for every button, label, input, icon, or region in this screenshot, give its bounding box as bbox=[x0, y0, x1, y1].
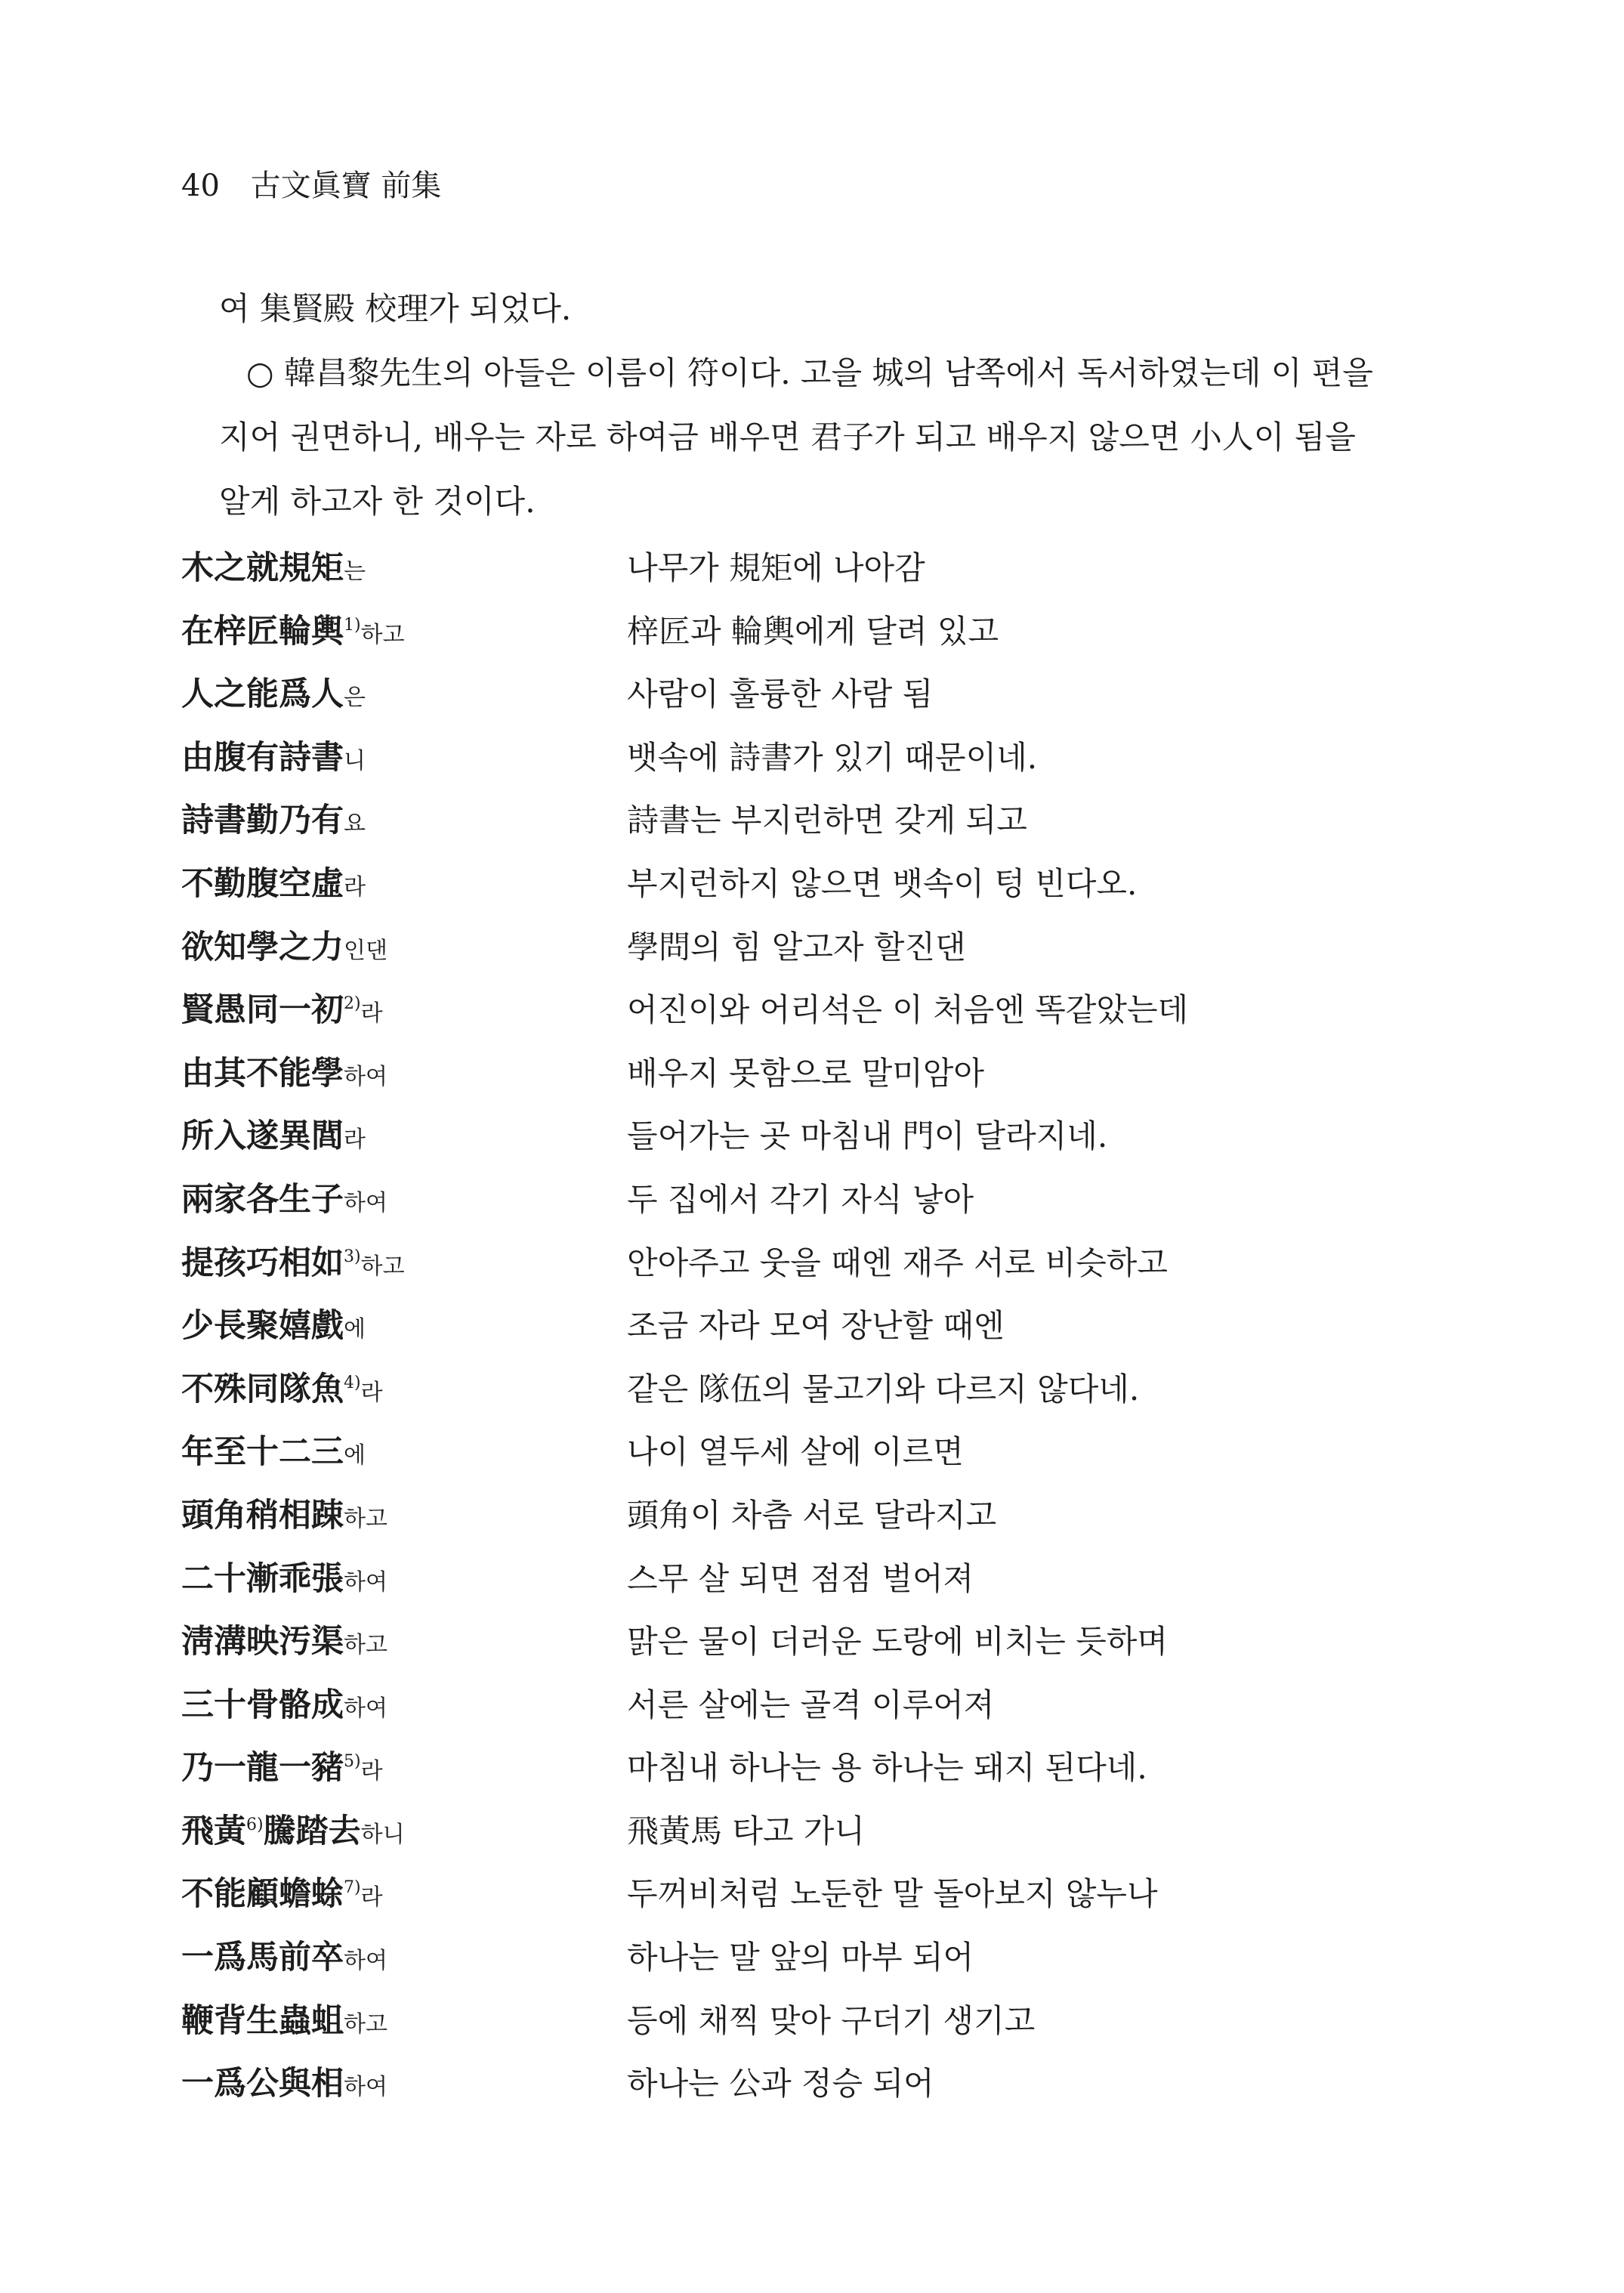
verse-text: 詩書勤乃有 bbox=[181, 802, 344, 840]
original-verse bbox=[181, 1681, 387, 1733]
original-verse bbox=[181, 1239, 405, 1291]
poem-line bbox=[181, 1807, 1465, 1871]
translation-verse: 梓匠과 輪輿에게 달려 있고 bbox=[627, 612, 999, 650]
grammatical-particle: 라 bbox=[360, 1884, 383, 1911]
verse-text: 在梓匠輪輿 bbox=[181, 612, 344, 651]
original-verse bbox=[181, 1428, 366, 1480]
verse-text: 賢愚同一初 bbox=[181, 991, 344, 1030]
poem-line bbox=[181, 670, 1465, 734]
poem-line bbox=[181, 1744, 1465, 1807]
translation-verse: 맑은 물이 더러운 도랑에 비치는 듯하며 bbox=[627, 1623, 1168, 1661]
translation-verse: 學問의 힘 알고자 할진댄 bbox=[627, 928, 966, 966]
grammatical-particle: 하여 bbox=[344, 1948, 387, 1975]
grammatical-particle: 라 bbox=[344, 873, 366, 901]
translation-verse: 뱃속에 詩書가 있기 때문이네. bbox=[627, 738, 1038, 776]
poem-line bbox=[181, 1491, 1465, 1555]
poem-line bbox=[181, 1428, 1465, 1491]
poem-line bbox=[181, 1870, 1465, 1933]
grammatical-particle: 하고 bbox=[344, 1632, 387, 1659]
translation-verse: 사람이 훌륭한 사람 됨 bbox=[627, 675, 934, 713]
original-verse bbox=[181, 670, 366, 722]
footnote-marker: 3) bbox=[344, 1247, 361, 1266]
grammatical-particle: 에 bbox=[344, 1316, 366, 1343]
translation-verse: 조금 자라 모여 장난할 때엔 bbox=[627, 1307, 1005, 1345]
poem-line bbox=[181, 544, 1465, 607]
translation-verse: 안아주고 웃을 때엔 재주 서로 비슷하고 bbox=[627, 1244, 1168, 1281]
original-verse bbox=[181, 1302, 366, 1354]
footnote-marker: 4) bbox=[344, 1373, 361, 1392]
grammatical-particle: 하고 bbox=[360, 1253, 405, 1280]
translation-verse: 飛黃馬 타고 가니 bbox=[627, 1812, 865, 1850]
footnote-marker: 2) bbox=[344, 994, 361, 1014]
poem-line bbox=[181, 1618, 1465, 1681]
footnote-marker: 5) bbox=[344, 1752, 361, 1772]
book-title: 古文眞寶 前集 bbox=[250, 168, 442, 203]
original-verse bbox=[181, 1176, 387, 1228]
translation-verse: 하나는 公과 정승 되어 bbox=[627, 2065, 934, 2103]
poem-line bbox=[181, 734, 1465, 797]
verse-text: 不能顧蟾蜍 bbox=[181, 1875, 344, 1914]
verse-text: 由腹有詩書 bbox=[181, 738, 344, 777]
original-verse bbox=[181, 2060, 387, 2112]
original-verse bbox=[181, 734, 366, 786]
poem-line bbox=[181, 1681, 1465, 1744]
original-verse bbox=[181, 1997, 387, 2049]
original-verse bbox=[181, 1807, 405, 1859]
original-verse bbox=[181, 1491, 387, 1544]
grammatical-particle: 에 bbox=[344, 1442, 366, 1469]
grammatical-particle: 라 bbox=[360, 1758, 383, 1785]
grammatical-particle: 하고 bbox=[344, 1505, 387, 1532]
verse-text: 所入遂異閭 bbox=[181, 1117, 344, 1156]
translation-verse: 나이 열두세 살에 이르면 bbox=[627, 1433, 964, 1471]
footnote-marker: 1) bbox=[344, 615, 361, 635]
original-verse bbox=[181, 1365, 383, 1417]
original-verse bbox=[181, 1618, 387, 1670]
translation-verse: 頭角이 차츰 서로 달라지고 bbox=[627, 1496, 997, 1534]
verse-text: 提孩巧相如 bbox=[181, 1244, 344, 1282]
grammatical-particle: 라 bbox=[344, 1126, 366, 1154]
translation-verse: 같은 隊伍의 물고기와 다르지 않다네. bbox=[627, 1370, 1140, 1408]
poem-line bbox=[181, 986, 1465, 1049]
translation-verse: 부지런하지 않으면 뱃속이 텅 빈다오. bbox=[627, 864, 1138, 902]
verse-text: 乃一龍一豬 bbox=[181, 1749, 344, 1788]
verse-text: 鞭背生蟲蛆 bbox=[181, 2001, 344, 2040]
translation-verse: 마침내 하나는 용 하나는 돼지 된다네. bbox=[627, 1749, 1147, 1787]
poem-line bbox=[181, 860, 1465, 923]
translation-verse: 두 집에서 각기 자식 낳아 bbox=[627, 1180, 974, 1218]
poem-line bbox=[181, 796, 1465, 860]
translation-verse: 등에 채찍 맞아 구더기 생기고 bbox=[627, 2001, 1036, 2039]
poem-line bbox=[181, 1112, 1465, 1176]
original-verse bbox=[181, 544, 366, 596]
footnote-marker: 7) bbox=[344, 1878, 361, 1898]
original-verse bbox=[181, 860, 366, 912]
intro-line: ○ 韓昌黎先生의 아들은 이름이 符이다. 고을 城의 남쪽에서 독서하였는데 이 편을 bbox=[246, 354, 1373, 391]
verse-text: 年至十二三 bbox=[181, 1433, 344, 1472]
verse-text: 兩家各生子 bbox=[181, 1180, 344, 1219]
poem-line bbox=[181, 1176, 1465, 1239]
verse-text: 一爲公與相 bbox=[181, 2065, 344, 2103]
original-verse bbox=[181, 986, 383, 1038]
original-verse bbox=[181, 607, 405, 660]
verse-text: 欲知學之力 bbox=[181, 928, 344, 966]
grammatical-particle: 하여 bbox=[344, 2074, 387, 2101]
grammatical-particle: 라 bbox=[360, 1379, 383, 1406]
verse-text: 二十漸乖張 bbox=[181, 1559, 344, 1598]
footnote-marker: 6) bbox=[246, 1815, 264, 1834]
poem-line bbox=[181, 1302, 1465, 1365]
grammatical-particle: 인댄 bbox=[344, 937, 387, 964]
poem-line bbox=[181, 923, 1465, 987]
intro-commentary bbox=[219, 277, 1428, 533]
verse-text: 不殊同隊魚 bbox=[181, 1370, 344, 1408]
poem-line bbox=[181, 2060, 1465, 2123]
grammatical-particle: 하여 bbox=[344, 1063, 387, 1090]
translation-verse: 하나는 말 앞의 마부 되어 bbox=[627, 1939, 974, 1976]
grammatical-particle: 라 bbox=[360, 1000, 383, 1028]
translation-verse: 나무가 規矩에 나아감 bbox=[627, 549, 925, 586]
original-verse bbox=[181, 1870, 383, 1922]
verse-text: 不勤腹空虛 bbox=[181, 864, 344, 903]
grammatical-particle: 하여 bbox=[344, 1189, 387, 1216]
original-verse bbox=[181, 1744, 383, 1796]
verse-text: 飛黃 bbox=[181, 1812, 246, 1850]
intro-line: 알게 하고자 한 것이다. bbox=[219, 483, 536, 520]
original-verse bbox=[181, 1555, 387, 1607]
verse-text: 少長聚嬉戲 bbox=[181, 1307, 344, 1346]
poem-line bbox=[181, 1239, 1465, 1303]
grammatical-particle: 하니 bbox=[360, 1821, 405, 1848]
grammatical-particle: 요 bbox=[344, 811, 366, 838]
poem-line bbox=[181, 1365, 1465, 1429]
translation-verse: 두꺼비처럼 노둔한 말 돌아보지 않누나 bbox=[627, 1875, 1158, 1913]
verse-text: 木之就規矩 bbox=[181, 549, 344, 587]
grammatical-particle: 니 bbox=[344, 747, 366, 774]
translation-verse: 어진이와 어리석은 이 처음엔 똑같았는데 bbox=[627, 991, 1189, 1029]
verse-text: 三十骨骼成 bbox=[181, 1686, 344, 1724]
translation-verse: 서른 살에는 골격 이루어져 bbox=[627, 1686, 995, 1723]
translation-verse: 들어가는 곳 마침내 門이 달라지네. bbox=[627, 1117, 1108, 1155]
original-verse bbox=[181, 1933, 387, 1986]
grammatical-particle: 하여 bbox=[344, 1568, 387, 1596]
grammatical-particle: 하여 bbox=[344, 1695, 387, 1722]
poem-body bbox=[181, 544, 1465, 2123]
verse-text: 頭角稍相踈 bbox=[181, 1496, 344, 1534]
verse-text: 淸溝映汚渠 bbox=[181, 1623, 344, 1661]
verse-text: 騰踏去 bbox=[263, 1812, 361, 1850]
verse-text: 人之能爲人 bbox=[181, 675, 344, 714]
original-verse bbox=[181, 796, 366, 848]
poem-line bbox=[181, 1933, 1465, 1997]
intro-line: 지어 권면하니, 배우는 자로 하여금 배우면 君子가 되고 배우지 않으면 小人이 됨을 bbox=[219, 419, 1356, 456]
original-verse bbox=[181, 1112, 366, 1164]
grammatical-particle: 는 bbox=[344, 558, 366, 585]
original-verse bbox=[181, 1049, 387, 1102]
grammatical-particle: 하고 bbox=[344, 2010, 387, 2038]
original-verse bbox=[181, 923, 387, 975]
poem-line bbox=[181, 1555, 1465, 1618]
translation-verse: 배우지 못함으로 말미암아 bbox=[627, 1054, 984, 1092]
translation-verse: 詩書는 부지런하면 갖게 되고 bbox=[627, 802, 1027, 839]
verse-text: 一爲馬前卒 bbox=[181, 1939, 344, 1977]
poem-line bbox=[181, 607, 1465, 671]
intro-line: 여 集賢殿 校理가 되었다. bbox=[219, 290, 572, 327]
translation-verse: 스무 살 되면 점점 벌어져 bbox=[627, 1559, 974, 1597]
poem-line bbox=[181, 1049, 1465, 1113]
verse-text: 由其不能學 bbox=[181, 1054, 344, 1092]
page-number: 40 bbox=[181, 168, 220, 203]
running-head bbox=[181, 165, 441, 207]
grammatical-particle: 하고 bbox=[360, 621, 405, 648]
poem-line bbox=[181, 1997, 1465, 2060]
grammatical-particle: 은 bbox=[344, 685, 366, 712]
